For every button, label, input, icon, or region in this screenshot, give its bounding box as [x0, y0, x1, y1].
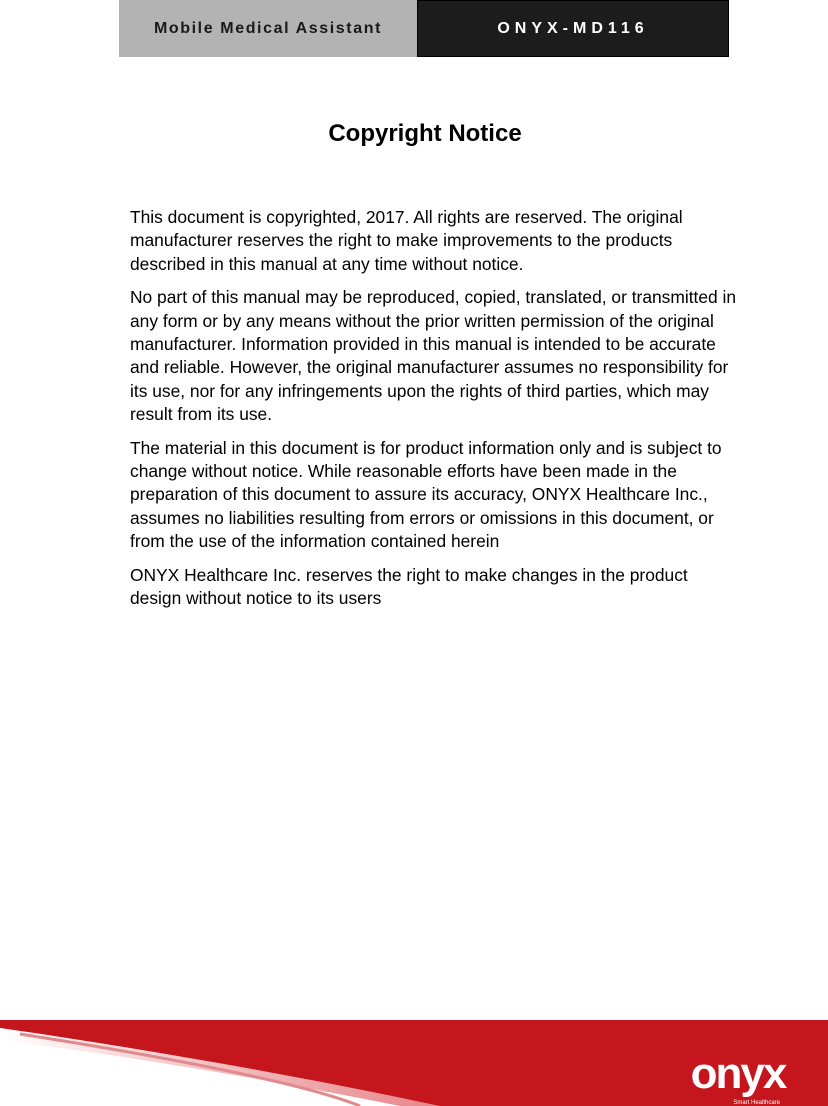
- paragraph-design-changes: ONYX Healthcare Inc. reserves the right to make changes in the product design without notice to its users: [130, 564, 688, 609]
- paragraph-reproduction: No part of this manual may be reproduced, copied, translated, or transmitted in any form or by any means without the prior written permission of the original manufacturer. Information provided in this manual is intended to be accurate and reliable. However, the original manufacturer assumes no responsibility for its use, nor for any infringements upon the rights of third parties, which may result from its use.: [130, 287, 737, 425]
- product-line-label: Mobile Medical Assistant: [119, 0, 417, 57]
- model-label: ONYX-MD116: [417, 0, 729, 57]
- page-header: [119, 0, 729, 57]
- footer-logo-tagline: Smart Healthcare: [733, 1100, 780, 1106]
- page-title: Copyright Notice: [328, 120, 522, 147]
- footer-banner: [0, 1020, 828, 1106]
- footer-logo-text: onyx: [690, 1049, 786, 1098]
- page-footer: [0, 1020, 828, 1106]
- document-body: [130, 206, 742, 621]
- paragraph-copyright: This document is copyrighted, 2017. All rights are reserved. The original manufacturer reserves the right to make improvements to the products described in this manual at any time without notice.: [130, 207, 683, 274]
- paragraph-material: The material in this document is for product information only and is subject to change without notice. While reasonable efforts have been made in the preparation of this document to assure its accuracy, ONYX Healthcare Inc., assumes no liabilities resulting from errors or omissions in this document, or from the use of the information contained herein: [130, 437, 722, 552]
